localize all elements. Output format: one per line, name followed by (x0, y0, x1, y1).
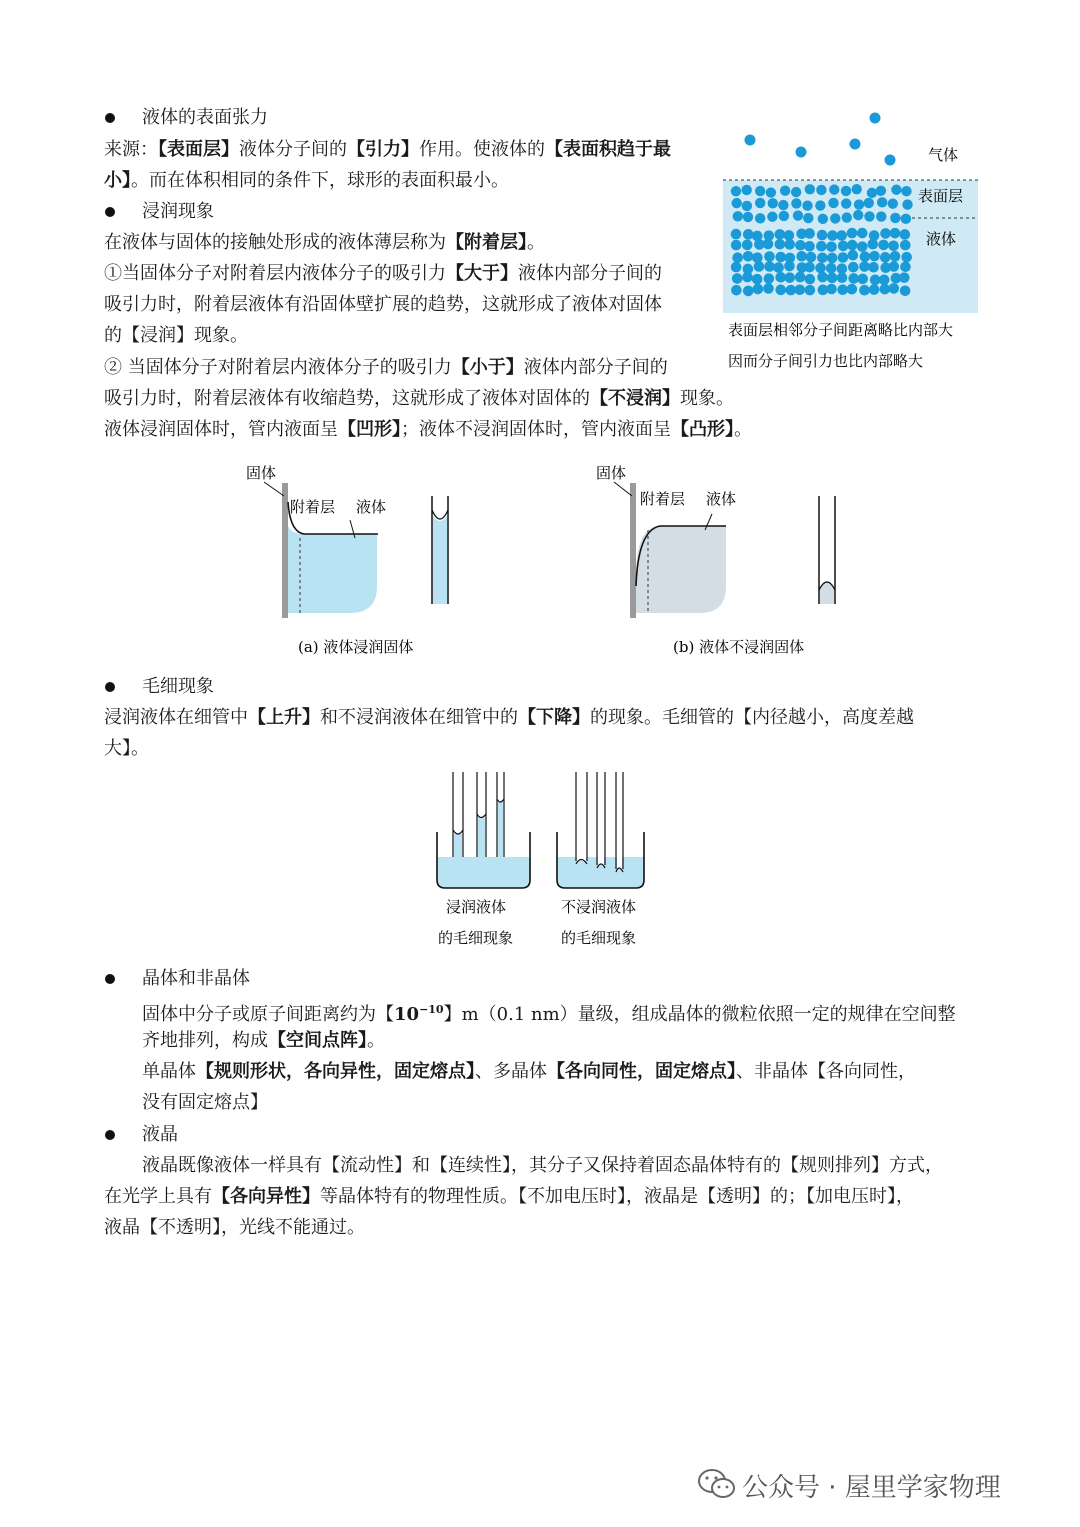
molecule (742, 240, 753, 251)
molecule (836, 230, 847, 241)
molecule (755, 213, 765, 223)
molecule (853, 210, 863, 220)
molecule (826, 241, 837, 252)
molecule (901, 252, 912, 263)
molecule (745, 135, 756, 146)
molecule (804, 262, 815, 273)
molecule (888, 241, 899, 252)
molecule (838, 252, 849, 263)
molecule (767, 212, 777, 222)
paragraph-line: 吸引力时，附着层液体有沿固体壁扩展的趋势，这就形成了液体对固体 (104, 294, 662, 315)
molecule (841, 186, 851, 196)
paragraph-line: 在光学上具有【各向异性】等晶体特有的物理性质。【不加电压时】，液晶是【透明】的；【加电压时】， (104, 1186, 914, 1207)
molecule (878, 240, 889, 251)
solid-wall (282, 483, 288, 618)
molecule (753, 284, 764, 295)
paragraph-line: 吸引力时，附着层液体有收缩趋势，这就形成了液体对固体的【不浸润】现象。 (104, 388, 734, 409)
molecule (796, 251, 807, 262)
section-title-liquid-crystal: 液晶 (142, 1124, 178, 1145)
molecule (731, 262, 742, 273)
molecule (791, 198, 801, 208)
molecule (900, 240, 911, 251)
molecule (815, 200, 825, 210)
molecule (869, 251, 880, 262)
non-wetting-capillary-beaker (557, 772, 644, 888)
figure-caption: 的毛细现象 (561, 929, 637, 947)
molecule (784, 261, 795, 272)
molecule (876, 186, 886, 196)
molecule (731, 285, 742, 296)
molecule (779, 211, 789, 221)
non-wetting-diagram (596, 464, 835, 656)
molecule (848, 262, 859, 273)
non-wetting-liquid (636, 526, 726, 613)
molecule (826, 263, 837, 274)
molecule (860, 251, 871, 262)
molecule (888, 198, 898, 208)
molecule (731, 186, 741, 196)
figure-caption: 浸润液体 (446, 898, 507, 916)
molecule (752, 252, 763, 263)
molecule (828, 198, 838, 208)
molecule (900, 285, 911, 296)
molecule (791, 187, 801, 197)
molecule (775, 285, 786, 296)
molecule (829, 184, 839, 194)
solid-wall (630, 483, 636, 618)
molecule (827, 230, 838, 241)
bullet (105, 1130, 115, 1140)
molecule (870, 113, 881, 124)
molecule (826, 284, 837, 295)
figure-caption: (a) 液体浸润固体 (298, 638, 414, 656)
molecule (891, 185, 901, 195)
molecule (890, 251, 901, 262)
wetting-diagram (246, 464, 448, 656)
molecule (803, 213, 813, 223)
molecule (827, 273, 838, 284)
molecule (795, 284, 806, 295)
paragraph-line: 没有固定熔点】 (142, 1092, 268, 1113)
bullet (105, 207, 115, 217)
molecule (775, 239, 786, 250)
wetting-figure (230, 458, 870, 663)
molecule (830, 213, 840, 223)
molecule (731, 240, 742, 251)
molecule (764, 273, 775, 284)
figure-caption: 表面层相邻分子间距离略比内部大 (728, 321, 954, 339)
paragraph-line: 液晶【不透明】，光线不能通过。 (104, 1217, 365, 1238)
solid-label: 固体 (596, 464, 627, 482)
bullet (105, 682, 115, 692)
molecule (784, 230, 795, 241)
molecule (773, 262, 784, 273)
molecule (899, 272, 910, 283)
molecule (879, 275, 890, 286)
surface-layer-label: 表面层 (918, 187, 964, 205)
liquid-label: 液体 (926, 230, 957, 248)
molecule (784, 239, 795, 250)
molecule (754, 261, 765, 272)
molecule (901, 186, 911, 196)
molecule (864, 198, 874, 208)
molecule (755, 198, 765, 208)
molecule (805, 184, 815, 194)
paragraph-line: 液体浸润固体时，管内液面呈【凹形】；液体不浸润固体时，管内液面呈【凸形】。 (104, 419, 752, 440)
molecule (732, 252, 743, 263)
molecule (795, 272, 806, 283)
molecule (869, 284, 880, 295)
molecule (847, 284, 858, 295)
molecule (850, 139, 861, 150)
molecule (743, 251, 754, 262)
molecule (742, 272, 753, 283)
molecule (768, 198, 778, 208)
molecule (837, 272, 848, 283)
molecule (780, 185, 790, 195)
molecule (847, 240, 858, 251)
paragraph-line: 的【浸润】现象。 (104, 325, 248, 346)
molecule (837, 284, 848, 295)
molecule (877, 197, 887, 207)
molecule (859, 285, 870, 296)
liquid-label: 液体 (356, 498, 387, 516)
molecule (731, 229, 742, 240)
capillary-figure (430, 772, 655, 952)
molecule (733, 211, 743, 221)
figure-caption: 不浸润液体 (561, 898, 637, 916)
molecule (741, 185, 751, 195)
molecule (774, 229, 785, 240)
molecule (867, 239, 878, 250)
molecule (743, 229, 754, 240)
paragraph-line: 大】。 (104, 738, 149, 759)
molecule (852, 184, 862, 194)
molecule (778, 200, 788, 210)
molecule (900, 261, 911, 272)
pointer-line (614, 482, 632, 496)
paragraph-line: 齐地排列，构成【空间点阵】。 (142, 1030, 385, 1051)
molecule (857, 241, 868, 252)
molecule (841, 198, 851, 208)
gas-label: 气体 (928, 146, 959, 164)
molecule (876, 211, 886, 221)
molecule (804, 241, 815, 252)
wechat-icon (698, 1468, 736, 1500)
molecule (817, 252, 828, 263)
section-title-surface-tension: 液体的表面张力 (142, 107, 268, 128)
molecule (752, 274, 763, 285)
adhesion-label: 附着层 (290, 498, 336, 516)
molecule (784, 272, 795, 283)
molecule (857, 274, 868, 285)
wetting-capillary-beaker (437, 772, 530, 888)
molecule (802, 201, 812, 211)
molecule (880, 228, 891, 239)
molecule (766, 187, 776, 197)
molecule (847, 228, 858, 239)
molecule (815, 263, 826, 274)
paragraph-line: 来源：【表面层】液体分子间的【引力】作用。使液体的【表面积趋于最 (104, 139, 671, 160)
paragraph-line: ② 当固体分子对附着层内液体分子的吸引力【小于】液体内部分子间的 (104, 357, 668, 378)
molecule (827, 253, 838, 264)
molecule (743, 212, 753, 222)
paragraph-line: 液晶既像液体一样具有【流动性】和【连续性】，其分子又保持着固态晶体特有的【规则排列】方式， (142, 1155, 943, 1176)
molecule (864, 211, 874, 221)
molecule (854, 199, 864, 209)
watermark-text: 公众号 · 屋里学家物理 (742, 1473, 1001, 1503)
molecule (816, 185, 826, 195)
molecule (885, 155, 896, 166)
molecule (901, 214, 911, 224)
molecule (816, 241, 827, 252)
molecule (880, 252, 891, 263)
bullet (105, 974, 115, 984)
molecule (868, 262, 879, 273)
molecule (804, 228, 815, 239)
figure-caption: (b) 液体不浸润固体 (673, 638, 805, 656)
surface-layer-figure (720, 105, 985, 380)
molecule (763, 283, 774, 294)
paragraph-line: 固体中分子或原子间距离约为【$10^{-10}$】m（0.1 nm）量级，组成晶体的微粒依照一定的规律在空间整 (142, 1003, 956, 1025)
molecule (838, 241, 849, 252)
molecule (890, 213, 900, 223)
molecule (888, 283, 899, 294)
molecule (755, 186, 765, 196)
molecule-group (731, 113, 913, 297)
paragraph-line: 小】。而在体积相同的条件下，球形的表面积最小。 (104, 170, 509, 191)
molecule (795, 240, 806, 251)
molecule (775, 252, 786, 263)
molecule (857, 228, 868, 239)
molecule (763, 239, 774, 250)
molecule (731, 198, 741, 208)
section-title-crystal: 晶体和非晶体 (142, 968, 250, 989)
molecule (817, 230, 828, 241)
molecule (859, 261, 870, 272)
solid-label: 固体 (246, 464, 277, 482)
molecule (796, 147, 807, 158)
paragraph-line: 单晶体【规则形状，各向异性，固定熔点】、多晶体【各向同性，固定熔点】、非晶体【各向同性， (142, 1061, 916, 1082)
section-title-capillary: 毛细现象 (142, 676, 214, 697)
concave-meniscus (432, 510, 448, 519)
paragraph-line: ①当固体分子对附着层内液体分子的吸引力【大于】液体内部分子间的 (104, 263, 662, 284)
molecule (743, 286, 754, 297)
molecule (775, 272, 786, 283)
molecule (764, 251, 775, 262)
bullet (105, 113, 115, 123)
molecule (902, 199, 912, 209)
molecule (793, 210, 803, 220)
adhesion-label: 附着层 (640, 490, 686, 508)
molecule (805, 285, 816, 296)
figure-caption: 因而分子间引力也比内部略大 (728, 352, 924, 370)
molecule (818, 214, 828, 224)
paragraph-line: 浸润液体在细管中【上升】和不浸润液体在细管中的【下降】的现象。毛细管的【内径越小，高度差越 (104, 707, 914, 728)
molecule (732, 273, 743, 284)
molecule (817, 272, 828, 283)
molecule (888, 261, 899, 272)
wetting-liquid (288, 526, 377, 613)
molecule (867, 188, 877, 198)
molecule (900, 229, 911, 240)
tube-liquid (433, 516, 447, 604)
molecule (848, 250, 859, 261)
molecule (805, 274, 816, 285)
molecule (742, 201, 752, 211)
paragraph-line: 在液体与固体的接触处形成的液体薄层称为【附着层】。 (104, 232, 545, 253)
section-title-wetting: 浸润现象 (142, 201, 214, 222)
molecule (764, 261, 775, 272)
molecule (890, 228, 901, 239)
pointer-line (264, 482, 284, 496)
liquid-label: 液体 (706, 490, 737, 508)
figure-caption: 的毛细现象 (438, 929, 514, 947)
molecule (806, 252, 817, 263)
molecule (842, 212, 852, 222)
